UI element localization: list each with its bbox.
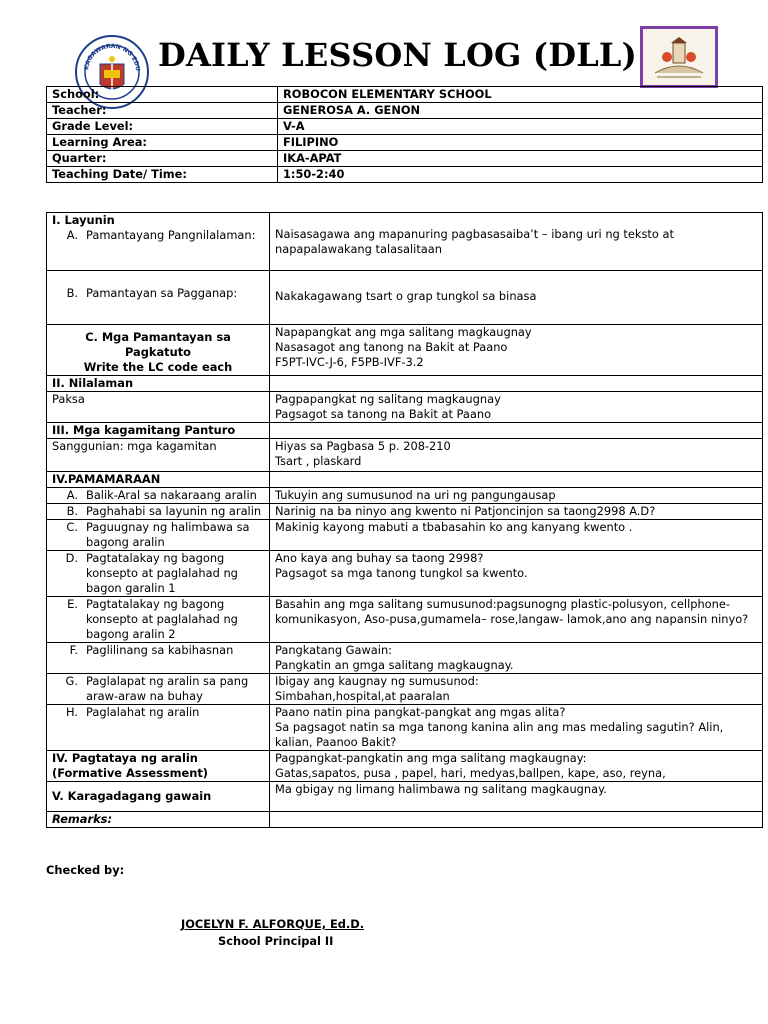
principal-position: School Principal II: [218, 934, 334, 948]
table-row: [47, 167, 763, 183]
item-value: Pangkatang Gawain: Pangkatin an gmga salitang magkaugnay.: [270, 643, 763, 674]
item-label: Paguugnay ng halimbawa sa bagong aralin: [86, 520, 250, 549]
row-label: [47, 325, 270, 376]
item-label: Balik-Aral sa nakaraang aralin: [86, 488, 257, 502]
item-letter: G.: [65, 674, 78, 688]
row-label: [47, 705, 270, 751]
table-row: [47, 520, 763, 551]
section-heading: III. Mga kagamitang Panturo: [47, 423, 270, 439]
page-title: DAILY LESSON LOG (DLL): [158, 36, 637, 74]
table-row: [47, 213, 763, 271]
table-row: [47, 423, 763, 439]
row-label: [47, 597, 270, 643]
row-value: [270, 504, 763, 520]
info-label: Teaching Date/ Time:: [47, 167, 278, 183]
checked-by-label: Checked by:: [46, 863, 125, 877]
row-label: [47, 504, 270, 520]
info-label: Teacher:: [47, 103, 278, 119]
row-label: [47, 271, 270, 325]
table-row: [47, 103, 763, 119]
item-label: Pamantayan sa Pagganap:: [86, 286, 238, 300]
item-label: Paglalahat ng aralin: [86, 705, 200, 719]
table-row: [47, 135, 763, 151]
item-value: Narinig na ba ninyo ang kwento ni Patjoncinjon sa taong2998 A.D?: [275, 504, 656, 518]
principal-name: JOCELYN F. ALFORQUE, Ed.D.: [181, 917, 365, 931]
item-label-sub: Write the LC code each: [83, 360, 233, 374]
table-row: [47, 392, 763, 423]
item-value: Ma gbigay ng limang halimbawa ng salitang magkaugnay.: [270, 782, 763, 812]
row-value: [270, 271, 763, 325]
item-label: Pagtatalakay ng bagong konsepto at paglalahad ng bagon garalin 1: [86, 551, 238, 595]
table-row: [47, 271, 763, 325]
lesson-table: [46, 212, 763, 828]
row-label: Sanggunian: mga kagamitan: [47, 439, 270, 472]
item-value: Nakakagawang tsart o grap tungkol sa binasa: [275, 289, 537, 303]
table-row: [47, 751, 763, 782]
item-letter: C.: [66, 520, 78, 534]
table-row: [47, 472, 763, 488]
item-value: Pagpangkat-pangkatin ang mga salitang magkaugnay:: [275, 751, 587, 765]
row-value: [270, 376, 763, 392]
row-value: [270, 439, 763, 472]
item-value: Ano kaya ang buhay sa taong 2998? Pagsagot sa mga tanong tungkol sa kwento.: [270, 551, 763, 597]
row-label: [47, 751, 270, 782]
table-row: [47, 643, 763, 674]
section-heading: II. Nilalaman: [47, 376, 270, 392]
table-row: [47, 439, 763, 472]
item-letter: B.: [66, 286, 78, 300]
row-label: [47, 674, 270, 705]
table-row: [47, 376, 763, 392]
remarks-value: [270, 812, 763, 828]
table-row: [47, 504, 763, 520]
item-label: Paglilinang sa kabihasnan: [86, 643, 234, 657]
row-value: [270, 423, 763, 439]
table-row: [47, 812, 763, 828]
row-label: [47, 551, 270, 597]
item-label: Pagtatalakay ng bagong konsepto at paglalahad ng bagong aralin 2: [86, 597, 238, 641]
school-logo-icon: [640, 26, 718, 88]
info-table: [46, 86, 763, 183]
remarks-label: Remarks:: [47, 812, 270, 828]
item-label: Paghahabi sa layunin ng aralin: [86, 504, 262, 518]
table-row: [47, 87, 763, 103]
info-label: Quarter:: [47, 151, 278, 167]
item-label: C. Mga Pamantayan sa Pagkatuto: [85, 330, 231, 359]
table-row: [47, 488, 763, 504]
item-value: Paano natin pina pangkat-pangkat ang mgas alita? Sa pagsagot natin sa mga tanong kanina alin ang mas medaling sagutin? Alin, kalian, Paanoo Bakit?: [270, 705, 763, 751]
item-value: Ibigay ang kaugnay ng sumusunod: Simbahan,hospital,at paaralan: [270, 674, 763, 705]
info-label: Grade Level:: [47, 119, 278, 135]
item-letter: D.: [65, 551, 78, 565]
info-value: 1:50-2:40: [278, 167, 763, 183]
info-value: V-A: [278, 119, 763, 135]
item-value: Naisasagawa ang mapanuring pagbasasaiba’t – ibang uri ng teksto at napapalawakang talasalitaan: [275, 227, 674, 256]
item-value: Nasasagot ang tanong na Bakit at Paano: [275, 340, 508, 354]
table-row: [47, 151, 763, 167]
item-value: Tukuyin ang sumusunod na uri ng pangungausap: [270, 488, 763, 504]
row-value: [270, 392, 763, 423]
table-row: [47, 782, 763, 812]
row-label: Paksa: [47, 392, 270, 423]
row-value: [270, 751, 763, 782]
row-value: [270, 325, 763, 376]
item-letter: E.: [67, 597, 78, 611]
item-value: Makinig kayong mabuti a tbabasahin ko ang kanyang kwento .: [270, 520, 763, 551]
info-label: School:: [47, 87, 278, 103]
row-label: [47, 520, 270, 551]
item-value: Pagpapangkat ng salitang magkaugnay: [275, 392, 501, 406]
item-letter: A.: [66, 488, 78, 502]
item-letter: H.: [66, 705, 78, 719]
item-value: Basahin ang mga salitang sumusunod:pagsunogng plastic-polusyon, cellphone-komunikasyon, Aso-pusa,gumamela– rose,langaw- lamok,ano ang napansin ninyo?: [270, 597, 763, 643]
table-row: [47, 119, 763, 135]
section-heading: V. Karagadagang gawain: [47, 782, 270, 812]
table-row: [47, 705, 763, 751]
info-label: Learning Area:: [47, 135, 278, 151]
item-value: Tsart , plaskard: [275, 454, 362, 468]
row-label: [47, 488, 270, 504]
info-value: ROBOCON ELEMENTARY SCHOOL: [278, 87, 763, 103]
item-value: Napapangkat ang mga salitang magkaugnay: [275, 325, 532, 339]
section-heading: I. Layunin: [52, 213, 115, 227]
item-value: Gatas,sapatos, pusa , papel, hari, medyas,ballpen, kape, aso, reyna,: [275, 766, 666, 780]
table-row: [47, 674, 763, 705]
info-value: IKA-APAT: [278, 151, 763, 167]
table-row: [47, 597, 763, 643]
item-letter: F.: [69, 643, 78, 657]
table-row: [47, 551, 763, 597]
table-row: [47, 325, 763, 376]
row-label: [47, 643, 270, 674]
info-value: GENEROSA A. GENON: [278, 103, 763, 119]
section-heading: IV.PAMAMARAAN: [47, 472, 270, 488]
row-label: [47, 213, 270, 271]
row-value: [270, 213, 763, 271]
seal-text: KAGAWARAN NG EDU: [83, 42, 142, 72]
item-label: Paglalapat ng aralin sa pang araw-araw na buhay: [86, 674, 249, 703]
item-value: F5PT-IVC-J-6, F5PB-IVF-3.2: [275, 355, 424, 369]
item-label: Pamantayang Pangnilalaman:: [86, 228, 256, 242]
info-value: FILIPINO: [278, 135, 763, 151]
row-value: [270, 472, 763, 488]
item-value: Hiyas sa Pagbasa 5 p. 208-210: [275, 439, 451, 453]
section-heading: IV. Pagtataya ng aralin: [52, 751, 198, 765]
item-letter: B.: [66, 504, 78, 518]
item-value: Pagsagot sa tanong na Bakit at Paano: [275, 407, 492, 421]
item-letter: A.: [66, 228, 78, 242]
section-subheading: (Formative Assessment): [52, 766, 209, 780]
